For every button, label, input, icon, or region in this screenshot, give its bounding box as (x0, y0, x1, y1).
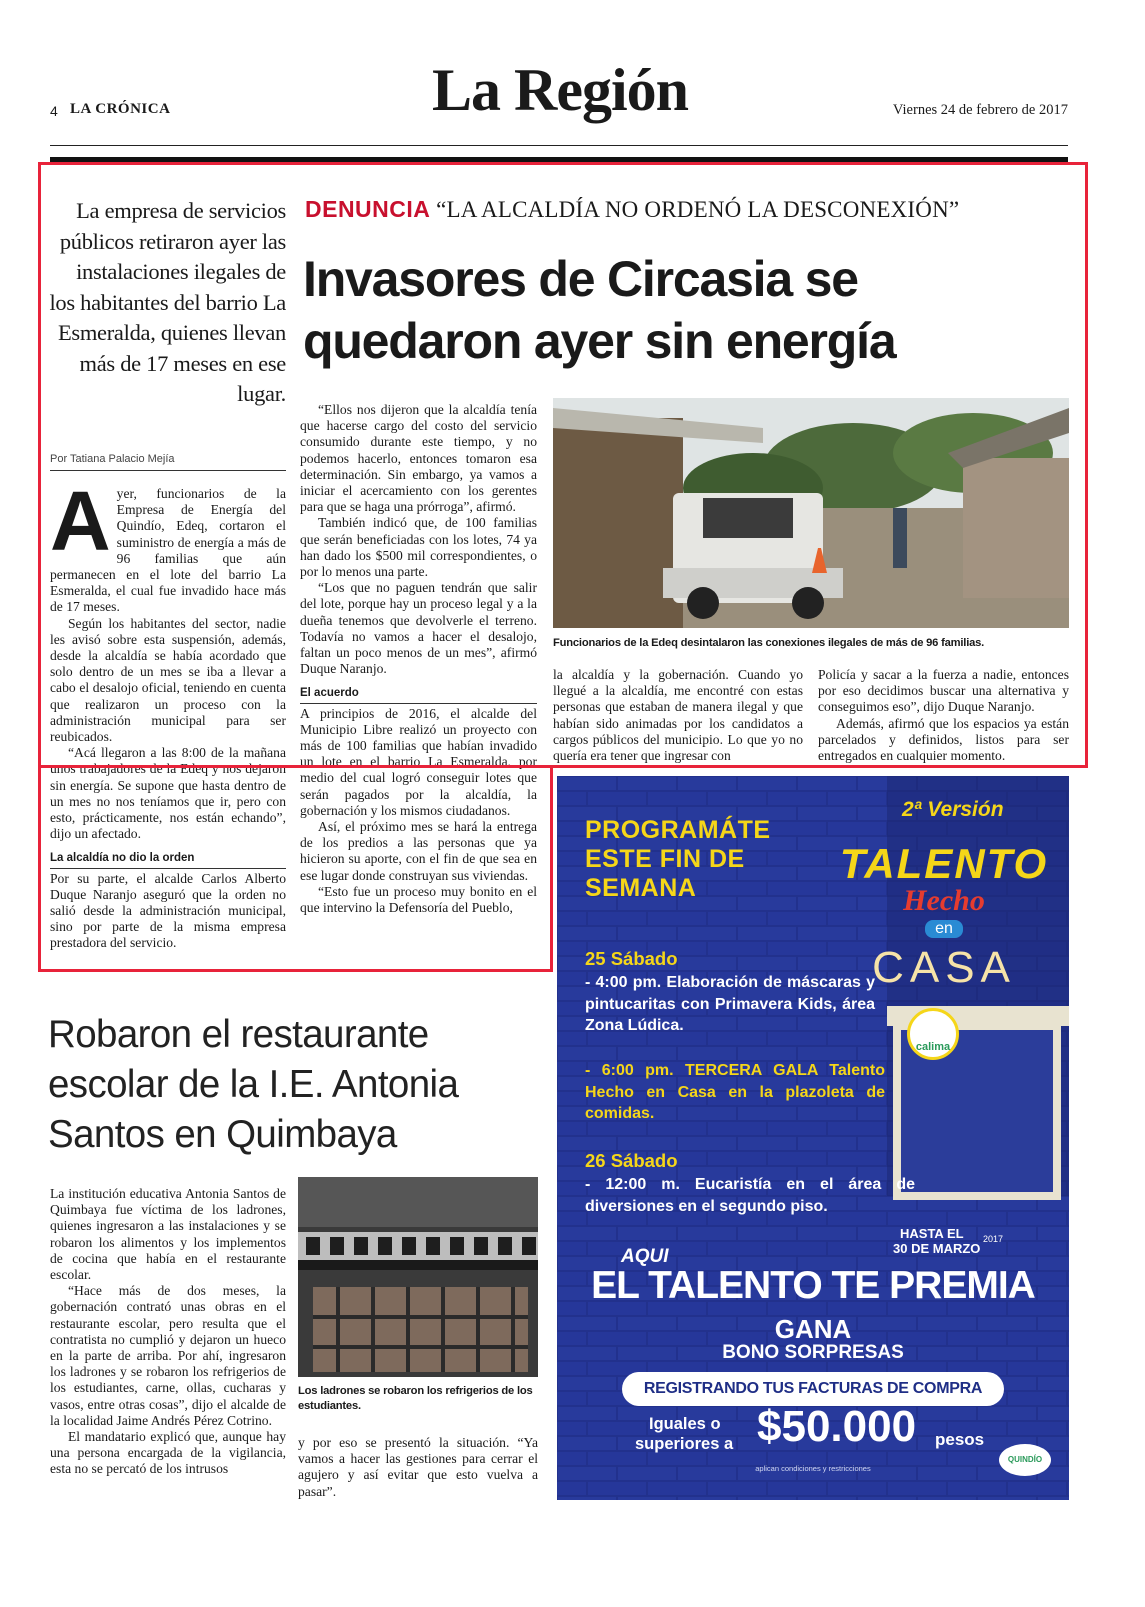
day1-title: 25 Sábado (585, 948, 678, 969)
story-summary: La empresa de servicios públicos retiraron ayer las instalaciones ilegales de los habitantes del barrio La Esmeralda, quienes llevan más de 17 meses en ese lugar. (49, 198, 286, 406)
col1-p1: yer, funcionarios de la Empresa de Energía del Quindío, Edeq, cortaron el suministro de energía a más de 96 familias que aún permanecen en el lote del barrio La Esmeralda, el cual fue invadido hace más de 17 meses. (50, 486, 286, 615)
col2-p3: “Los que no paguen tendrán que salir del lote, porque hay un proceso legal y a la dueña tenemos que devolverle el terreno. Todavía no vamos a hacer el desalojo, faltan un poco menos de un mes”, afirmó Duque Naranjo. (300, 580, 537, 677)
pesos-label: pesos (935, 1430, 985, 1449)
kicker-label: DENUNCIA (305, 196, 431, 222)
main-column-2 (300, 402, 537, 916)
col4-p1: Policía y sacar a la fuerza a nadie, entonces por eso decidimos buscar una alternativa y conseguimos eso”, dijo Duque Naranjo. (818, 667, 1069, 715)
col2-p5: Así, el próximo mes se hará la entrega de los predios a las personas que ya hicieron su aporte, con el fin de que sea en ese lugar donde construyan sus viviendas. (300, 819, 537, 883)
truck-scene-illustration (553, 398, 1069, 628)
talento-logo (819, 842, 1069, 992)
day2-title: 26 Sábado (585, 1150, 678, 1171)
col4-p2: Además, afirmó que los espacios ya están parcelados y definidos, listos para ser entregados en cualquier momento. (818, 715, 1069, 764)
second-col1-p2: “Hace más de dos meses, la gobernación contrató unas obras en el restaurante escolar, pero resulta que el contratista no cumplió y dejaron un hueco en la parte de arriba. Por ahí, ingresaron los ladrones y se robaron los refrigerios de los estudiantes, carne, ollas, cucharas y vasos, entre otras cosas”, dijo el alcalde de la localidad Jaime Andrés Pérez Cotrino. (50, 1283, 286, 1428)
logo-en: en (925, 920, 963, 938)
headline (303, 248, 1083, 372)
advertisement[interactable] (557, 776, 1069, 1500)
col2-p1: “Ellos nos dijeron que la alcaldía tenía que hacerse cargo del costo del servicio consumido durante este tiempo, y no podemos hacerlo, entonces tomaron esa determinación. Sin embargo, ya vamos a iniciar el acercamiento con los gerentes para que se haga una prórroga”, afirmó. (300, 402, 537, 515)
aqui-label: AQUI (621, 1246, 669, 1267)
day1-item1: - 4:00 pm. Elaboración de máscaras y pintucaritas con Primavera Kids, área Zona Lúdica. (585, 974, 875, 1034)
page-number: 4 (50, 103, 58, 119)
masthead-thick-rule (50, 157, 1068, 165)
until-label: HASTA EL (900, 1226, 964, 1241)
col2-p4: A principios de 2016, el alcalde del Municipio Libre realizó un proyecto con más de 100 familias que habían invadido un lote en el barrio La Esmeralda, por medio del cual logró conseguir lotes que serán pagados por la alcaldía, la gobernación y los mismos ciudadanos. (300, 705, 537, 818)
dropcap-paragraph (50, 474, 286, 616)
promo-year: 2017 (983, 1234, 1004, 1244)
second-col1-p3: El mandatario explicó que, aunque hay una persona encargada de la vigilancia, esta no se percató de los intrusos (50, 1429, 286, 1477)
second-col2-p1: y por eso se presentó la situación. “Ya vamos a hacer las gestiones para cerrar el agujero y así evitar que esto vuelva a pasar”. (298, 1435, 538, 1499)
logo-casa: CASA (872, 943, 1016, 992)
col3-p1: la alcaldía y la gobernación. Cuando yo llegué a la alcaldía, me encontré con estas personas que estaban de manera ilegal y que habían sido animadas por los candidatos a cargos públicos del municipio. Lo que yo no quería era tener que ingresar con (553, 667, 803, 764)
day1-item2: - 6:00 pm. TERCERA GALA Talento Hecho en Casa en la plazoleta de comidas. (585, 1062, 885, 1122)
byline-rule (50, 470, 286, 471)
logo-hecho: Hecho (903, 884, 985, 917)
second-column-1 (50, 1186, 286, 1478)
registrando-pill: REGISTRANDO TUS FACTURAS DE COMPRA (622, 1372, 1004, 1406)
headline-line-1: Invasores de Circasia se (303, 251, 858, 307)
headline-line-2: quedaron ayer sin energía (303, 313, 896, 369)
issue-date: Viernes 24 de febrero de 2017 (892, 102, 1068, 118)
second-photo-caption: Los ladrones se robaron los refrigerios de los estudiantes. (298, 1385, 533, 1412)
col2-subhead: El acuerdo (300, 685, 537, 703)
masthead-thin-rule (50, 145, 1068, 146)
col2-p2: También indicó que, de 100 familias que serán beneficiadas con los lotes, 74 ya han dado los $500 mil correspondientes, o por lo menos una parte. (300, 515, 537, 580)
main-photo-caption: Funcionarios de la Edeq desintalaron las conexiones ilegales de más de 96 familias. (553, 637, 985, 649)
fine-print: aplican condiciones y restricciones (755, 1464, 871, 1473)
bono-label: BONO SORPRESAS (722, 1342, 904, 1363)
main-photo (553, 398, 1069, 628)
kicker-quote: “LA ALCALDÍA NO ORDENÓ LA DESCONEXIÓN” (436, 197, 960, 222)
col1-p4: Por su parte, el alcalde Carlos Alberto Duque Naranjo aseguró que la orden no salió desde la administración municipal, sino por parte de la misma empresa prestadora del servicio. (50, 870, 286, 951)
restaurant-illustration (298, 1177, 538, 1377)
quindio-logo: QUINDÍO (999, 1444, 1051, 1476)
iguales-text (635, 1414, 733, 1454)
main-column-3 (553, 667, 803, 764)
ad-version: 2ª Versión (902, 798, 1004, 821)
second-story-headline: Robaron el restaurante escolar de la I.E. Antonia Santos en Quimbaya (48, 1013, 459, 1156)
col1-subhead: La alcaldía no dio la orden (50, 850, 286, 868)
iguales-line-1: Iguales o (649, 1415, 721, 1433)
iguales-line-2: superiores a (635, 1435, 734, 1453)
second-col1-p1: La institución educativa Antonia Santos de Quimbaya fue víctima de los ladrones, quienes ingresaron a las instalaciones y se robaron los alimentos y los implementos de cocina que había en el restaurante escolar. (50, 1186, 286, 1283)
paper-name: LA CRÓNICA (70, 101, 171, 117)
dropcap: A (50, 474, 111, 568)
col1-p2: Según los habitantes del sector, nadie les avisó sobre esta suspensión, además, desde la alcaldía se había acordado que solo dentro de un mes se iba a llevar a cabo el desalojo oficial, teniendo en cuenta que realizaron un proceso con la administración municipal para ser reubicados. (50, 615, 286, 745)
kicker (305, 196, 959, 223)
second-column-2 (298, 1435, 538, 1500)
col2-p6: “Esto fue un proceso muy bonito en el que intervino la Defensoría del Pueblo, (300, 883, 537, 916)
main-column-4 (818, 667, 1069, 764)
gana-label: GANA (774, 1314, 852, 1344)
premia-banner: EL TALENTO TE PREMIA (591, 1264, 1035, 1307)
main-column-1 (50, 474, 286, 952)
ad-headline: PROGRAMÁTE ESTE FIN DE SEMANA (585, 816, 771, 902)
day2-item1: - 12:00 m. Eucaristía en el área de diversiones en el segundo piso. (585, 1176, 915, 1215)
prize-amount: $50.000 (757, 1402, 917, 1451)
second-photo (298, 1177, 538, 1377)
logo-talento: TALENTO (839, 840, 1049, 887)
calima-logo: calima (907, 1008, 959, 1060)
section-title: La Región (431, 57, 689, 123)
byline: Por Tatiana Palacio Mejía (50, 453, 175, 465)
until-date: 30 DE MARZO (893, 1241, 981, 1256)
col1-p3: “Acá llegaron a las 8:00 de la mañana unos trabajadores de la Edeq y nos dejaron sin energía. Se supone que hasta dentro de un mes no nos teníamos que ir, pero con esto, prácticamente, nos están echando”, dijo un afectado. (50, 745, 286, 842)
